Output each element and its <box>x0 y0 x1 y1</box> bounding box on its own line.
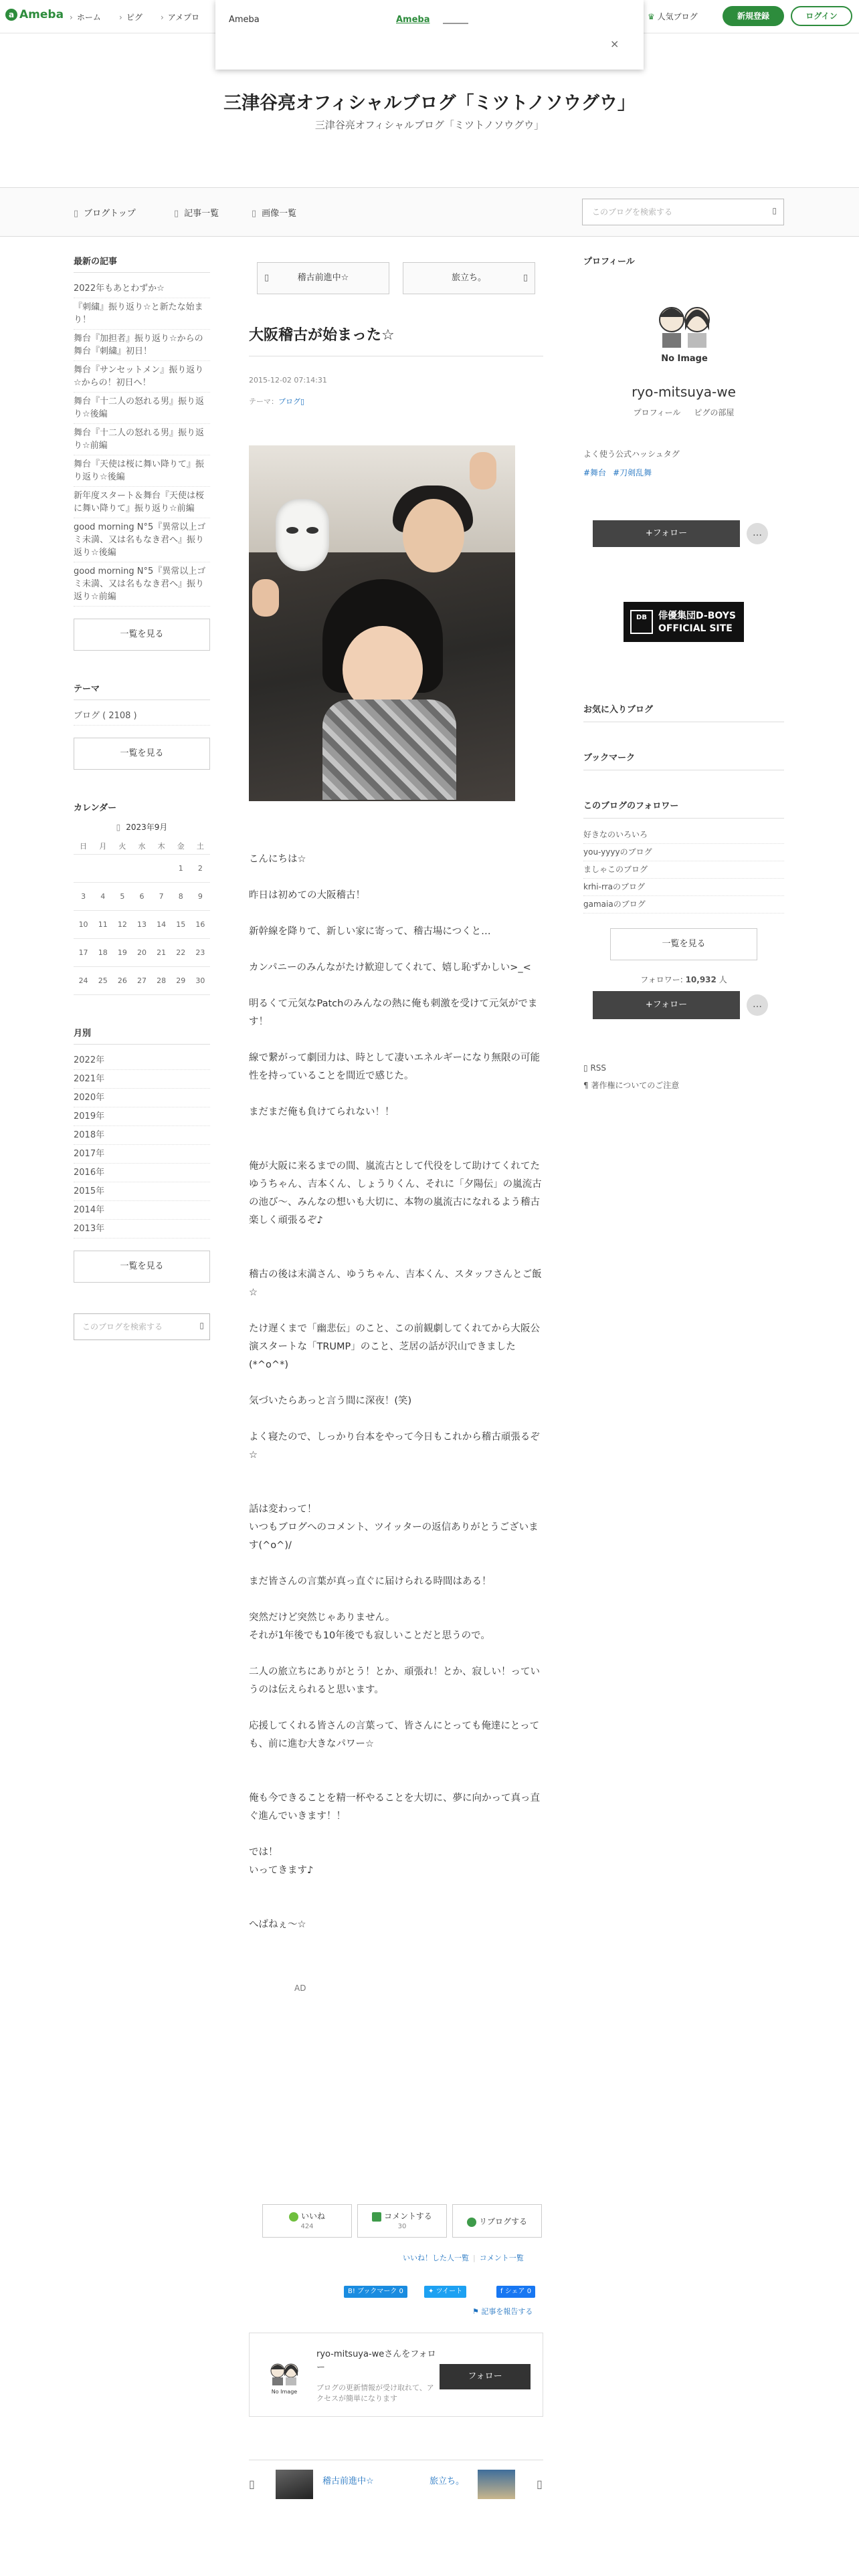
facebook-icon: f <box>500 2288 503 2295</box>
theme-more-button[interactable]: 一覧を見る <box>74 738 210 770</box>
calendar-day: 21 <box>152 938 171 966</box>
rss-icon: ▯ <box>583 1063 588 1073</box>
calendar-day: 15 <box>171 910 191 938</box>
archive-item[interactable]: 2014年 <box>74 1201 210 1220</box>
ad-label: AD <box>294 1983 306 1993</box>
theme-title: テーマ <box>74 681 210 700</box>
weekday: 水 <box>132 838 151 854</box>
paragraph: 応援してくれる皆さんの言葉って、皆さんにとっても俺達にとっても、前に進む大きなパワー☆ <box>249 1721 540 1749</box>
chevron-left-icon[interactable]: ▯ <box>116 823 121 832</box>
reblog-button[interactable]: リブログする <box>452 2204 542 2238</box>
twitter-icon: ✦ <box>428 2288 434 2295</box>
like-count: 424 <box>300 2223 314 2230</box>
recent-title: 最新の記事 <box>74 254 210 273</box>
archive-item[interactable]: 2016年 <box>74 1164 210 1182</box>
archive-item[interactable]: 2015年 <box>74 1182 210 1201</box>
noimage-avatar-icon <box>264 2356 304 2396</box>
calendar-day: 4 <box>93 882 112 910</box>
pigg-room-link[interactable]: ピグの部屋 <box>694 408 735 417</box>
follower-item[interactable]: ましゃこのブログ <box>583 861 784 879</box>
recent-item[interactable]: good morning N°5『異常以上ゴミ未満、又は名もなき君へ』振り返り☆後編 <box>74 518 210 562</box>
calendar-title: カレンダー <box>74 803 117 813</box>
calendar-day: 27 <box>132 966 151 994</box>
hashtag-title: よく使う公式ハッシュタグ <box>583 449 680 459</box>
blog-header <box>0 70 859 187</box>
article-title: 大阪稽古が始まった☆ <box>249 327 395 344</box>
paragraph: こんにちは☆ <box>249 854 306 865</box>
recent-item[interactable]: 『刺繍』振り返り☆と新たな始まり！ <box>74 298 210 330</box>
calendar-day: 24 <box>74 966 93 994</box>
like-button[interactable]: いいね 424 <box>262 2204 352 2238</box>
recent-item[interactable]: good morning N°5『異常以上ゴミ未満、又は名もなき君へ』振り返り☆前編 <box>74 562 210 607</box>
nav-amepro[interactable]: › アメプロ <box>161 13 200 22</box>
share-bar <box>249 2280 543 2300</box>
paragraph: では！ いってきます♪ <box>249 1847 314 1876</box>
chevron-right-icon: ▯ <box>522 273 528 283</box>
search-icon[interactable]: ▯ <box>199 1320 204 1330</box>
follow-description: ブログの更新情報が受け取れて、アクセスが簡単になります <box>316 2383 434 2403</box>
hatena-bookmark-button[interactable]: B! ブックマーク 0 <box>344 2286 407 2298</box>
recent-item[interactable]: 舞台『天使は桜に舞い降りて』振り返り☆後編 <box>74 455 210 487</box>
home-icon: ▯ <box>74 209 79 219</box>
crown-icon: ♛ <box>648 12 655 21</box>
calendar-day: 5 <box>112 882 132 910</box>
calendar-day: 3 <box>74 882 93 910</box>
paragraph: 気づいたらあっと言う間に深夜！(笑) <box>249 1396 412 1406</box>
noimage-avatar-icon <box>648 293 721 366</box>
paragraph: カンパニーのみんながたけ歓迎してくれて、嬉し恥ずかしい>_< <box>249 962 531 973</box>
reaction-links: いいね！した人一覧 | コメント一覧 <box>403 2254 524 2262</box>
theme-list <box>74 707 210 726</box>
paragraph: 俺も今できることを精一杯やることを大切に、夢に向かって真っ直ぐ進んでいきます！！ <box>249 1793 540 1822</box>
recent-articles <box>74 254 210 651</box>
chevron-right-icon: › <box>161 13 164 22</box>
calendar-day: 26 <box>112 966 132 994</box>
archive-section <box>74 1026 210 1283</box>
archive-item[interactable]: 2017年 <box>74 1145 210 1164</box>
paragraph: 昨日は初めての大阪稽古！ <box>249 890 365 901</box>
recent-item[interactable]: 新年度スタート＆舞台『天使は桜に舞い降りて』振り返り☆前編 <box>74 487 210 518</box>
archive-title: 月別 <box>74 1026 210 1045</box>
next-thumbnail[interactable] <box>478 2470 515 2499</box>
paragraph: よく寝たので、しっかり台本をやって今日もこれから稽古頑張るぞ☆ <box>249 1432 540 1461</box>
calendar-day: 29 <box>171 966 191 994</box>
follow-button[interactable]: +フォロー <box>593 991 740 1019</box>
image-icon: ▯ <box>252 209 257 219</box>
calendar-day <box>152 854 171 882</box>
profile-link[interactable]: プロフィール <box>633 408 681 417</box>
calendar-day: 9 <box>191 882 210 910</box>
theme-section <box>74 681 210 770</box>
follower-count: フォロワー: 10,932 人 <box>640 975 727 984</box>
weekday: 月 <box>93 838 112 854</box>
calendar-day: 19 <box>112 938 132 966</box>
paragraph: 稽古の後は末満さん、ゆうちゃん、吉本くん、スタッフさんとご飯☆ <box>249 1269 542 1298</box>
recent-list <box>74 280 210 607</box>
recent-item[interactable]: 舞台『加担者』振り返り☆からの舞台『刺繍』初日！ <box>74 330 210 361</box>
follower-item[interactable]: gamaiaのブログ <box>583 896 784 914</box>
nav-article-list[interactable]: ▯ 記事一覧 <box>174 209 219 219</box>
favorite-blogs-title[interactable]: お気に入りブログ <box>583 702 784 722</box>
paragraph: まだ皆さんの言葉が真っ直ぐに届けられる時間はある！ <box>249 1576 492 1587</box>
archive-item[interactable]: 2018年 <box>74 1126 210 1145</box>
hashtag[interactable]: #舞台 <box>583 468 607 477</box>
comment-count: 30 <box>397 2223 407 2230</box>
noimage-label: No Image <box>271 2389 298 2395</box>
calendar-day: 17 <box>74 938 93 966</box>
calendar-day <box>112 854 132 882</box>
paragraph: 突然だけど突然じゃありません。 それが1年後でも10年後でも寂しいことだと思うので。 <box>249 1612 490 1641</box>
paragraph: 新幹線を降りて、新しい家に寄って、稽古場につくと… <box>249 926 491 937</box>
chevron-right-icon: › <box>119 13 122 22</box>
follow-button[interactable]: +フォロー <box>593 520 740 547</box>
calendar-day <box>93 854 112 882</box>
calendar-month: ▯ 2023年9月 <box>116 823 168 832</box>
comment-icon <box>372 2212 381 2222</box>
article-pager <box>249 254 543 292</box>
chevron-left-icon[interactable]: ▯ <box>249 2478 255 2490</box>
recent-item[interactable]: 舞台『十二人の怒れる男』振り返り☆前編 <box>74 424 210 455</box>
calendar-day: 8 <box>171 882 191 910</box>
paragraph: 俺が大阪に来るまでの間、嵐流古として代役をして助けてくれてたゆうちゃん、吉本くん、しょうりくん、それに「夕陽伝」の嵐流古の池び〜、みんなの想いも大切に、本物の嵐流古になれるよう稽古楽しく頑張るぞ♪ <box>249 1161 542 1226</box>
nav-image-list[interactable]: ▯ 画像一覧 <box>252 209 297 219</box>
comment-list-link[interactable]: コメント一覧 <box>479 2254 524 2262</box>
archive-list <box>74 1051 210 1239</box>
popular-blog-link[interactable]: ♛ 人気ブログ <box>648 12 698 21</box>
profile-username[interactable]: ryo-mitsuya-we <box>632 384 736 400</box>
blog-nav <box>0 187 859 237</box>
nav-pigg[interactable]: › ピグ <box>119 13 142 22</box>
flag-icon: ⚑ <box>472 2307 479 2316</box>
calendar-day: 28 <box>152 966 171 994</box>
hashtag-list <box>583 467 658 478</box>
photo-hand <box>252 579 279 617</box>
chevron-right-icon[interactable]: ▯ <box>537 2478 543 2490</box>
popup-link[interactable]: Ameba <box>396 15 430 25</box>
prev-article-button[interactable]: ▯ 稽古前進中☆ <box>257 262 389 294</box>
calendar-day <box>132 854 151 882</box>
calendar-day: 30 <box>191 966 210 994</box>
hashtag[interactable]: #刀剣乱舞 <box>613 468 652 477</box>
calendar-table <box>74 838 210 995</box>
left-sidebar <box>74 254 210 1340</box>
rss-link[interactable]: ▯ RSS <box>583 1063 607 1073</box>
calendar-day: 25 <box>93 966 112 994</box>
calendar-day: 20 <box>132 938 151 966</box>
article-body <box>249 851 543 1952</box>
calendar-day: 7 <box>152 882 171 910</box>
article-theme: テーマ：ブログ▯ <box>249 397 305 406</box>
login-button[interactable]: ログイン <box>791 6 852 26</box>
calendar-day: 12 <box>112 910 132 938</box>
ameba-logo-icon: a <box>5 9 17 21</box>
follow-button[interactable]: フォロー <box>440 2364 531 2389</box>
calendar-day: 16 <box>191 910 210 938</box>
smile-icon <box>289 2212 298 2222</box>
paragraph: へばねぇ〜☆ <box>249 1919 306 1930</box>
info-icon: ▯ <box>300 397 305 406</box>
recent-item[interactable]: 舞台『サンセットメン』振り返り☆からの！初日へ！ <box>74 361 210 393</box>
calendar-day: 6 <box>132 882 151 910</box>
article-actions <box>262 2204 543 2239</box>
noimage-label: No Image <box>661 354 708 364</box>
next-article-button[interactable]: 旅立ち。 ▯ <box>403 262 535 294</box>
photo-mask <box>276 499 329 571</box>
profile-title: プロフィール <box>583 257 635 267</box>
follower-list <box>583 827 784 914</box>
popup-label: Ameba <box>229 15 260 25</box>
dboys-logo-icon: DB <box>630 610 653 634</box>
follower-item[interactable]: krhi-rraのブログ <box>583 879 784 896</box>
article-column <box>249 254 543 2490</box>
calendar-section <box>74 800 210 995</box>
theme-item[interactable]: ブログ ( 2108 ) <box>74 707 210 726</box>
follow-box <box>249 2333 543 2417</box>
notification-popup <box>215 0 644 70</box>
reblog-icon <box>467 2218 476 2227</box>
calendar-day: 2 <box>191 854 210 882</box>
followers-title: このブログのフォロワー <box>583 798 784 819</box>
report-link[interactable]: ⚑ 記事を報告する <box>472 2307 533 2316</box>
theme-link[interactable]: ブログ <box>278 397 300 406</box>
archive-item[interactable]: 2022年 <box>74 1051 210 1070</box>
follower-item[interactable]: you-yyyyのブログ <box>583 844 784 861</box>
next-article-link[interactable]: 旅立ち。 <box>430 2476 465 2486</box>
archive-item[interactable]: 2019年 <box>74 1107 210 1126</box>
profile-avatar[interactable] <box>648 293 721 366</box>
feed-links <box>583 1059 679 1094</box>
weekday: 火 <box>112 838 132 854</box>
weekday: 日 <box>74 838 93 854</box>
document-icon: ¶ <box>583 1081 589 1090</box>
bookmark-title[interactable]: ブックマーク <box>583 750 784 770</box>
recent-more-button[interactable]: 一覧を見る <box>74 619 210 651</box>
copyright-link[interactable]: ¶ 著作権についてのご注意 <box>583 1081 680 1090</box>
calendar-day: 23 <box>191 938 210 966</box>
nav-home[interactable]: › ホーム <box>70 13 101 22</box>
recent-item[interactable]: 2022年もあとわずか☆ <box>74 280 210 298</box>
weekday: 土 <box>191 838 210 854</box>
profile-links <box>583 407 784 418</box>
list-icon: ▯ <box>174 209 179 219</box>
photo-person <box>403 499 464 572</box>
paragraph: 線で繋がって劇団力は、時として凄いエネルギーになり無限の可能性を持っていることを間近で感じた。 <box>249 1053 540 1081</box>
chevron-right-icon: › <box>70 13 73 22</box>
archive-item[interactable]: 2013年 <box>74 1220 210 1239</box>
calendar-day: 22 <box>171 938 191 966</box>
like-list-link[interactable]: いいね！した人一覧 <box>403 2254 469 2262</box>
calendar-day: 1 <box>171 854 191 882</box>
article-photo[interactable] <box>249 445 515 801</box>
paragraph: たけ遅くまで「幽悲伝」のこと、この前観劇してくれてから大阪公演スタートな「TRUMP」のこと、芝居の話が沢山できました(*^o^*) <box>249 1323 540 1370</box>
calendar-day: 11 <box>93 910 112 938</box>
prev-thumbnail[interactable] <box>276 2470 313 2499</box>
bottom-pager <box>249 2460 543 2500</box>
calendar-day: 18 <box>93 938 112 966</box>
signup-button[interactable]: 新規登録 <box>723 6 784 26</box>
tweet-button[interactable]: ✦ ツイート <box>424 2286 466 2298</box>
paragraph: まだまだ俺も負けてられない！！ <box>249 1107 395 1117</box>
paragraph: 明るくて元気なPatchのみんなの熱に俺も刺激を受けて元気がでます！ <box>249 998 538 1027</box>
dboys-banner[interactable] <box>624 602 744 642</box>
calendar-day: 14 <box>152 910 171 938</box>
calendar-day <box>74 854 93 882</box>
followers-more-button[interactable]: 一覧を見る <box>610 928 757 960</box>
archive-item[interactable]: 2021年 <box>74 1070 210 1089</box>
recent-item[interactable]: 舞台『十二人の怒れる男』振り返り☆後編 <box>74 393 210 424</box>
article-date: 2015-12-02 07:14:31 <box>249 376 327 385</box>
calendar-day: 10 <box>74 910 93 938</box>
prev-article-link[interactable]: 稽古前進中☆ <box>322 2476 374 2486</box>
popup-underline <box>443 23 468 24</box>
blog-title[interactable]: 三津谷亮オフィシャルブログ「ミツトノソウグウ」 <box>223 93 636 114</box>
archive-item[interactable]: 2020年 <box>74 1089 210 1107</box>
comment-button[interactable]: コメントする 30 <box>357 2204 447 2238</box>
search-icon[interactable]: ▯ <box>772 206 777 215</box>
blog-search-input[interactable]: このブログを検索する ▯ <box>582 199 784 225</box>
paragraph: 二人の旅立ちにありがとう！とか、頑張れ！とか、寂しい！っていうのは伝えられると思います。 <box>249 1667 540 1695</box>
facebook-share-button[interactable]: f シェア 0 <box>496 2286 535 2298</box>
sidebar-search-input[interactable]: このブログを検索する ▯ <box>74 1313 210 1340</box>
calendar-day: 13 <box>132 910 151 938</box>
follow-name: ryo-mitsuya-weさんをフォロー <box>316 2349 436 2373</box>
ameba-logo[interactable]: a Ameba <box>5 8 64 21</box>
nav-blog-top[interactable]: ▯ ブログトップ <box>74 209 136 219</box>
photo-hand <box>470 452 496 490</box>
photo-scarf <box>322 700 456 800</box>
more-options-button[interactable]: … <box>747 994 768 1016</box>
blog-subtitle: 三津谷亮オフィシャルブログ「ミツトノソウグウ」 <box>314 119 545 131</box>
banner-text: 俳優集団D-BOYS OFFICIAL SITE <box>658 611 736 634</box>
weekday: 金 <box>171 838 191 854</box>
more-options-button[interactable]: … <box>747 523 768 544</box>
archive-more-button[interactable]: 一覧を見る <box>74 1251 210 1283</box>
chevron-left-icon: ▯ <box>264 273 270 283</box>
weekday: 木 <box>152 838 171 854</box>
paragraph: 話は変わって！ いつもブログへのコメント、ツイッターの返信ありがとうございます(^o^)/ <box>249 1504 539 1551</box>
close-icon[interactable]: × <box>610 37 619 50</box>
follower-item[interactable]: 好きなのいろいろ <box>583 827 784 844</box>
